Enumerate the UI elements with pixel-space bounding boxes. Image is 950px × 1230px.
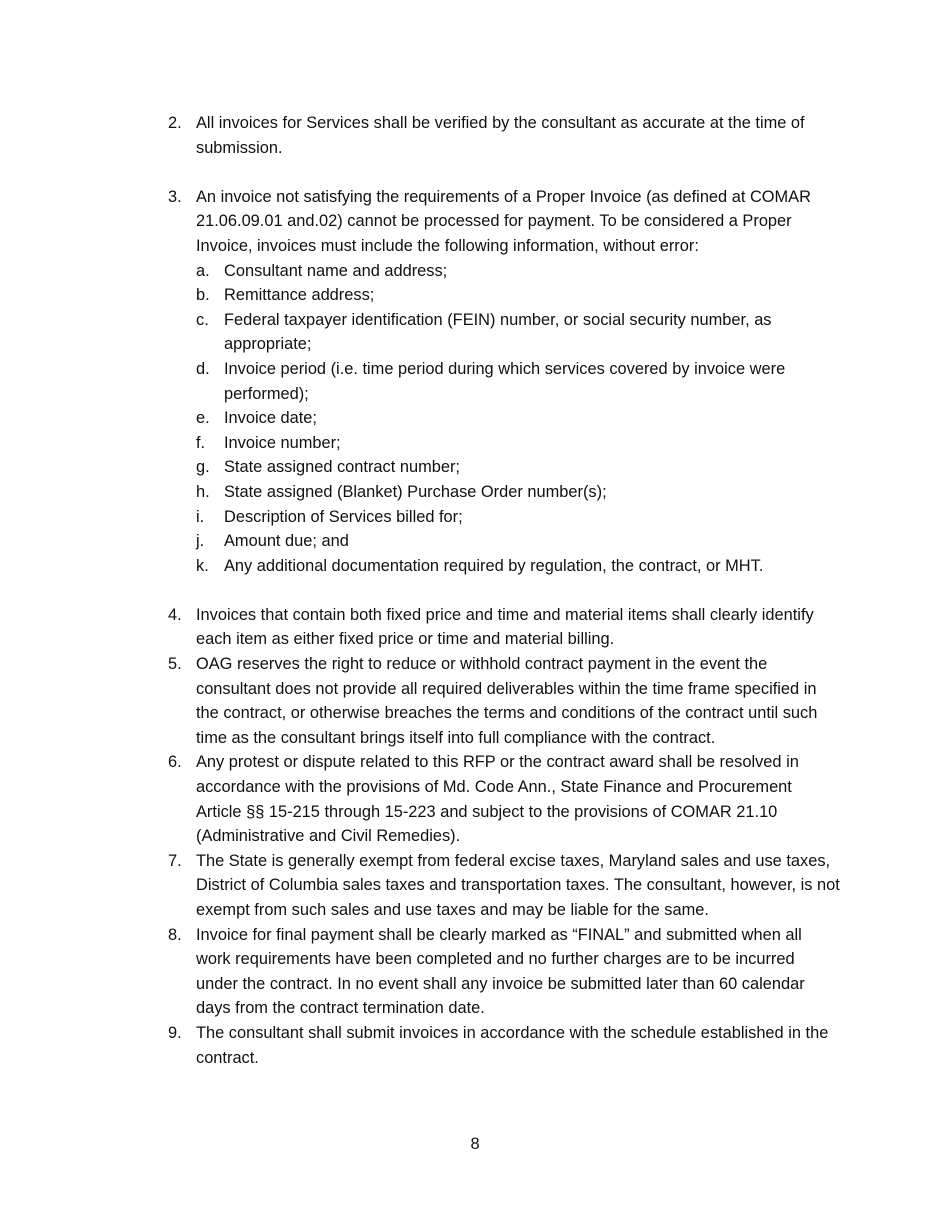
sub-item-f	[196, 431, 840, 456]
sub-item-a	[196, 259, 840, 284]
sub-item-c	[196, 308, 840, 357]
sub-letter: c.	[196, 310, 209, 329]
sub-text: Consultant name and address;	[224, 261, 448, 280]
list-text: The State is generally exempt from federal excise taxes, Maryland sales and use taxes, District of Columbia sales taxes and transportation taxes. The consultant, however, is not exempt from such sales and use taxes and may be liable for the same.	[196, 851, 840, 919]
sub-text: Invoice date;	[224, 409, 317, 428]
list-text: Any protest or dispute related to this RFP or the contract award shall be resolved in accordance with the provisions of Md. Code Ann., State Finance and Procurement Article §§ 15-215 through 15-223 and subject to the provisions of COMAR 21.10 (Administrative and Civil Remedies).	[196, 753, 799, 846]
sub-letter: b.	[196, 286, 210, 305]
numbered-list	[168, 111, 840, 1070]
list-number: 3.	[168, 187, 182, 206]
list-number: 5.	[168, 655, 182, 674]
list-item-3	[168, 185, 840, 259]
sub-text: Federal taxpayer identification (FEIN) number, or social security number, as appropriate;	[224, 310, 772, 354]
list-item-5	[168, 652, 840, 750]
list-item-7	[168, 849, 840, 923]
list-text: Invoice for final payment shall be clearly marked as “FINAL” and submitted when all work requirements have been completed and no further charges are to be incurred under the contract. In no event shall any invoice be submitted later than 60 calendar days from the contract termination date.	[196, 925, 805, 1018]
list-text: OAG reserves the right to reduce or withhold contract payment in the event the consultant does not provide all required deliverables within the time frame specified in the contract, or otherwise breaches the terms and conditions of the contract until such time as the consultant brings itself into full compliance with the contract.	[196, 655, 818, 747]
sub-letter: a.	[196, 261, 210, 280]
sub-text: Invoice number;	[224, 433, 341, 452]
list-number: 2.	[168, 114, 182, 132]
sub-item-e	[196, 406, 840, 431]
list-number: 6.	[168, 753, 182, 772]
sub-text: Amount due; and	[224, 532, 349, 551]
list-number: 8.	[168, 925, 182, 944]
list-item-8	[168, 923, 840, 1021]
list-item-4	[168, 603, 840, 652]
list-item-9	[168, 1021, 840, 1070]
list-number: 4.	[168, 605, 182, 624]
sub-text: Remittance address;	[224, 286, 375, 305]
sub-letter: i.	[196, 507, 205, 526]
sub-text: Any additional documentation required by regulation, the contract, or MHT.	[224, 556, 764, 575]
sub-item-g	[196, 455, 840, 480]
list-item-2	[168, 111, 840, 160]
sub-letter: h.	[196, 482, 210, 501]
sub-text: Invoice period (i.e. time period during which services covered by invoice were performed);	[224, 359, 786, 403]
sub-item-i	[196, 505, 840, 530]
sub-text: State assigned (Blanket) Purchase Order number(s);	[224, 482, 607, 501]
sub-item-h	[196, 480, 840, 505]
list-number: 9.	[168, 1023, 182, 1042]
sub-item-b	[196, 283, 840, 308]
sub-item-k	[196, 554, 840, 579]
list-item-6	[168, 750, 840, 848]
sub-letter: j.	[196, 532, 205, 551]
sub-item-j	[196, 529, 840, 554]
list-number: 7.	[168, 851, 182, 870]
list-text: All invoices for Services shall be verified by the consultant as accurate at the time of submission.	[196, 114, 805, 157]
sub-letter: g.	[196, 458, 210, 477]
list-text: An invoice not satisfying the requirements of a Proper Invoice (as defined at COMAR 21.06.09.01 and.02) cannot be processed for payment. To be considered a Proper Invoice, invoices must include the following information, without error:	[196, 187, 811, 255]
sub-letter: k.	[196, 556, 209, 575]
sub-text: State assigned contract number;	[224, 458, 460, 477]
sub-letter: d.	[196, 359, 210, 378]
sub-text: Description of Services billed for;	[224, 507, 463, 526]
sub-letter: e.	[196, 409, 210, 428]
sub-item-d	[196, 357, 840, 406]
sub-list	[168, 259, 840, 579]
list-text: The consultant shall submit invoices in accordance with the schedule established in the contract.	[196, 1023, 829, 1067]
page-number: 8	[470, 1135, 480, 1153]
list-text: Invoices that contain both fixed price and time and material items shall clearly identify each item as either fixed price or time and material billing.	[196, 605, 814, 649]
sub-letter: f.	[196, 433, 206, 452]
